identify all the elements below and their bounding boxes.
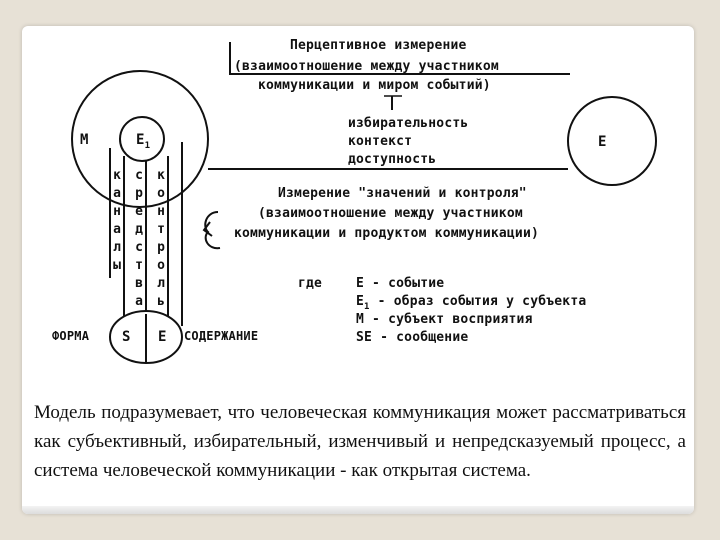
value-control-line-2: (взаимоотношение между участником	[258, 206, 523, 221]
perceptual-title: Перцептивное измерение	[290, 38, 467, 53]
context-item-accessibility: доступность	[348, 152, 437, 167]
label-soderzhanie: СОДЕРЖАНИЕ	[184, 329, 259, 343]
slide-bottom-edge	[22, 506, 694, 514]
node-e-bottom: Е	[158, 329, 167, 345]
context-item-selectivity: избирательность	[348, 116, 469, 131]
legend-where: где	[298, 276, 323, 291]
event-circle-e	[568, 97, 656, 185]
label-forma: ФОРМА	[52, 329, 90, 343]
context-item-context: контекст	[348, 134, 413, 149]
perceptual-line-3: коммуникации и миром событий)	[258, 78, 491, 93]
node-e: Е	[598, 134, 607, 150]
feedback-arrow	[205, 212, 220, 248]
legend-item: $Е_1$ - образ события у субъекта	[356, 294, 587, 312]
node-m: М	[80, 132, 89, 148]
legend-item: М - субъект восприятия	[356, 312, 533, 327]
node-e1: $Е_1$	[136, 132, 151, 151]
slide: Перцептивное измерение (взаимоотношение между участником коммуникации и миром событий) избирательность контекст доступность Измерение "значений и контроля" (взаимоотношение между участником коммуникации и продуктом коммуникации) М $Е_1$ Е к а н а л ы с р е д с т в а к о н т р о л ь ФОРМА S Е СОДЕРЖАНИЕ где Е - событие $Е_1$ - образ события у субъекта М - субъект восприятия SE - сообщение Модель подразумевает, что человеческая коммуникация может рассматриваться как субъективный, избирательный, изменчивый и непредсказуемый процесс, а система человеческой коммуникации - как открытая система.	[22, 26, 694, 514]
slide-caption: Модель подразумевает, что человеческая коммуникация может рассматриваться как субъективный, избирательный, изменчивый и непредсказуемый процесс, а система человеческой коммуникации - как открытая система.	[34, 402, 686, 481]
legend-item: SE - сообщение	[356, 330, 469, 345]
perceptual-line-2: (взаимоотношение между участником	[234, 59, 499, 74]
value-control-title: Измерение "значений и контроля"	[278, 186, 527, 201]
node-s: S	[122, 329, 131, 345]
legend-item: Е - событие	[356, 276, 445, 291]
value-control-line-3: коммуникации и продуктом коммуникации)	[234, 226, 540, 241]
